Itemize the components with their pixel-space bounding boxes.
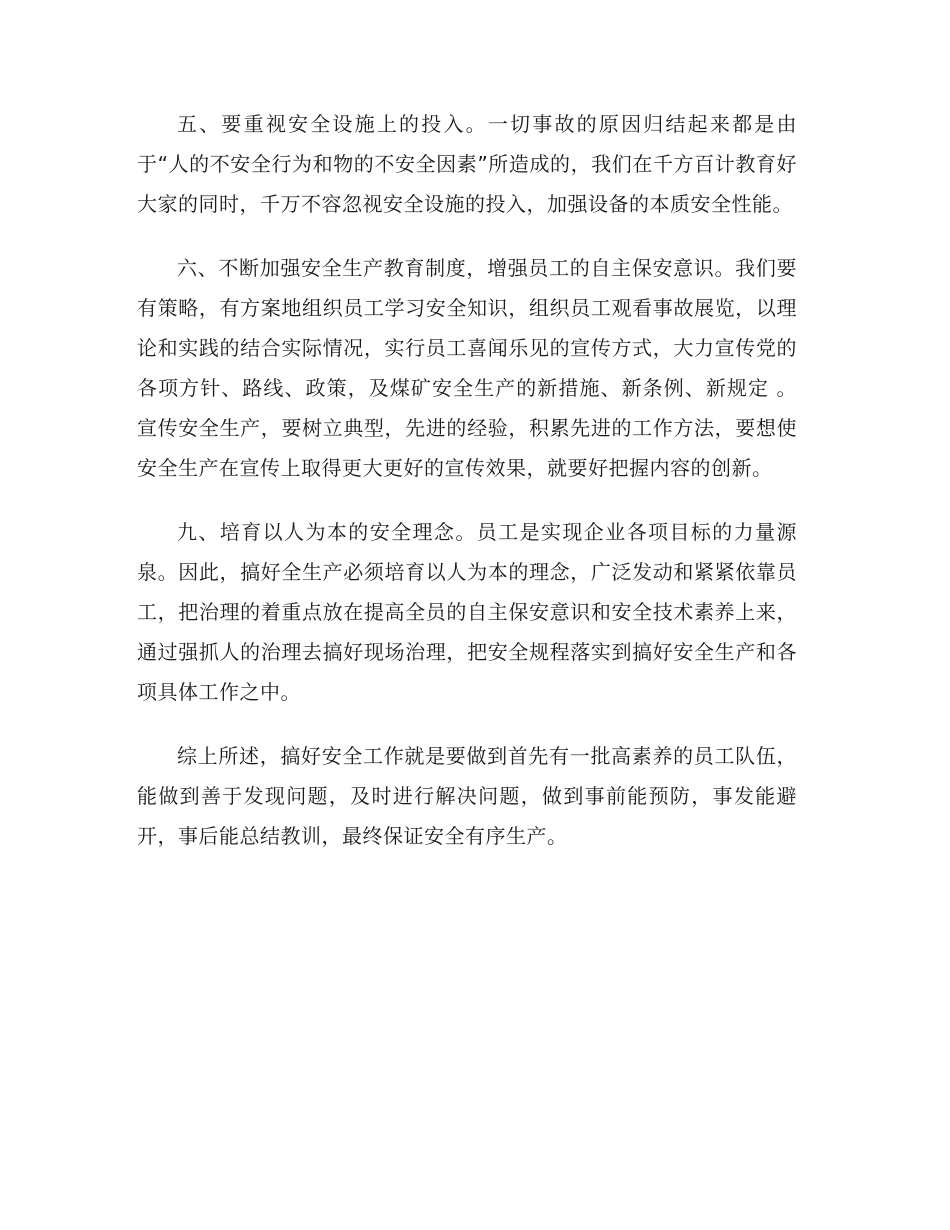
- document-body: [137, 104, 797, 856]
- paragraph-conclusion: 综上所述，搞好安全工作就是要做到首先有一批高素养的员工队伍，能做到善于发现问题，及时进行解决问题，做到事前能预防，事发能避开，事后能总结教训，最终保证安全有序生产。: [137, 744, 797, 848]
- paragraph-nine-people-oriented: 九、培育以人为本的安全理念。员工是实现企业各项目标的力量源泉。因此，搞好全生产必须培育以人为本的理念，广泛发动和紧紧依靠员工，把治理的着重点放在提高全员的自主保安意识和安全技术素养上来，通过强抓人的治理去搞好现场治理，把安全规程落实到搞好安全生产和各项具体工作之中。: [137, 520, 797, 704]
- paragraph-five-safety-investment: 五、要重视安全设施上的投入。一切事故的原因归结起来都是由于“人的不安全行为和物的不安全因素”所造成的，我们在千方百计教育好大家的同时，千万不容忽视安全设施的投入，加强设备的本质安全性能。: [137, 112, 797, 216]
- paragraph-six-safety-education: 六、不断加强安全生产教育制度，增强员工的自主保安意识。我们要有策略，有方案地组织员工学习安全知识，组织员工观看事故展览，以理论和实践的结合实际情况，实行员工喜闻乐见的宣传方式，大力宣传党的各项方针、路线、政策，及煤矿安全生产的新措施、新条例、新规定 。宣传安全生产，要树立典型，先进的经验，积累先进的工作方法，要想使安全生产在宣传上取得更大更好的宣传效果，就要好把握内容的创新。: [137, 256, 797, 480]
